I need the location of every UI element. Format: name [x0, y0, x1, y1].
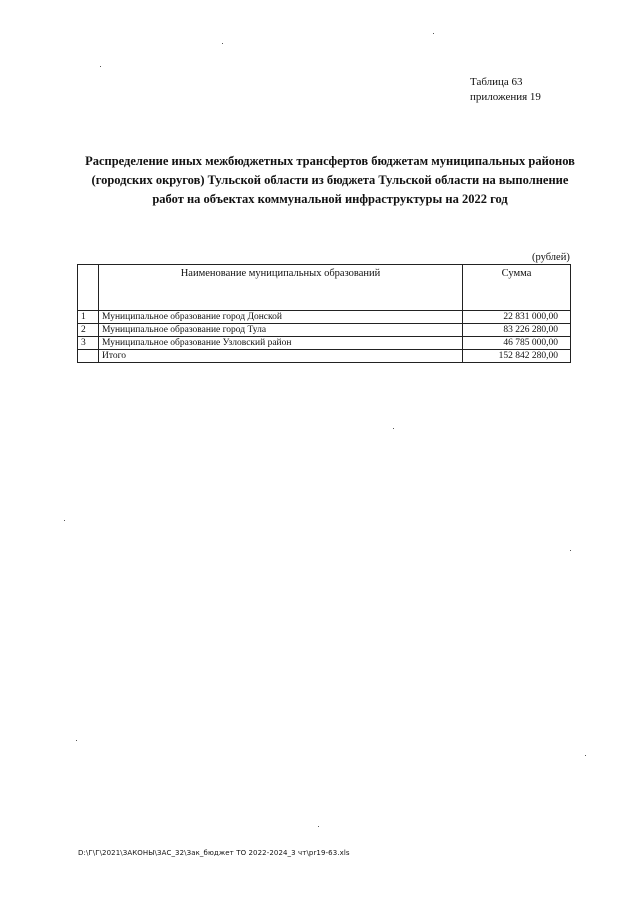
table-number: Таблица 63 [470, 76, 523, 88]
scan-speck [570, 550, 571, 551]
row-name: Муниципальное образование город Тула [99, 324, 463, 337]
total-sum: 152 842 280,00 [463, 350, 571, 363]
scan-speck [222, 43, 223, 44]
table-row [78, 324, 571, 337]
header-sum: Сумма [463, 265, 571, 311]
row-sum: 46 785 000,00 [463, 337, 571, 350]
scan-speck [100, 66, 101, 67]
scan-speck [64, 520, 65, 521]
total-label: Итого [99, 350, 463, 363]
header-num [78, 265, 99, 311]
table-row [78, 337, 571, 350]
scan-speck [433, 33, 434, 34]
file-path-footer: D:\Г\Г\2021\ЗАКОНЫ\ЗАС_32\Зак_бюджет ТО 2022-2024_3 чт\pr19-63.xls [78, 849, 350, 857]
table-reference [470, 75, 541, 105]
scan-speck [318, 826, 319, 827]
total-row [78, 350, 571, 363]
document-title: Распределение иных межбюджетных трансфертов бюджетам муниципальных районов (городских округов) Тульской области из бюджета Тульской области на выполнение работ на объектах коммунальной инфраструктуры на 2022 год [85, 154, 575, 206]
row-name: Муниципальное образование город Донской [99, 311, 463, 324]
header-name: Наименование муниципальных образований [99, 265, 463, 311]
table-header-row [78, 265, 571, 311]
row-sum: 83 226 280,00 [463, 324, 571, 337]
row-name: Муниципальное образование Узловский район [99, 337, 463, 350]
units-label: (рублей) [532, 252, 570, 263]
scan-speck [393, 428, 394, 429]
table-row [78, 311, 571, 324]
scan-speck [76, 740, 77, 741]
row-num: 3 [78, 337, 99, 350]
appendix-number: приложения 19 [470, 91, 541, 103]
allocation-table [77, 264, 571, 363]
row-num: 2 [78, 324, 99, 337]
scan-speck [585, 755, 586, 756]
row-num: 1 [78, 311, 99, 324]
row-sum: 22 831 000,00 [463, 311, 571, 324]
total-num [78, 350, 99, 363]
